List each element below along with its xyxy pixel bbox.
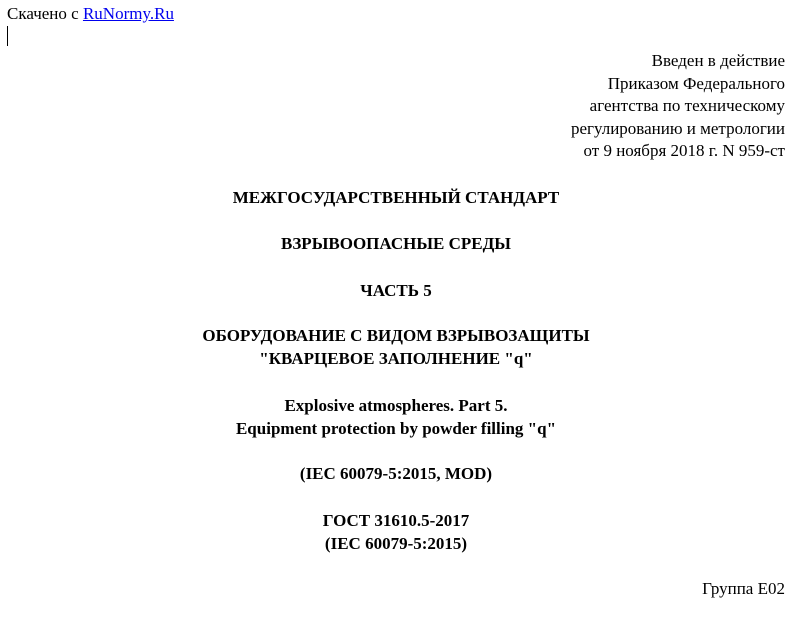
standard-type-heading: МЕЖГОСУДАРСТВЕННЫЙ СТАНДАРТ (232, 188, 560, 207)
english-title (0, 395, 792, 440)
text-cursor (7, 26, 8, 46)
source-prefix: Скачено с (7, 4, 79, 23)
gost-line: (IEC 60079-5:2015) (324, 533, 468, 553)
source-link[interactable]: RuNormy.Ru (82, 4, 174, 23)
subtitle-line: "КВАРЦЕВОЕ ЗАПОЛНЕНИЕ "q" (259, 348, 533, 368)
enactment-line: от 9 ноября 2018 г. N 959-ст (583, 141, 785, 160)
english-title-line: Equipment protection by powder filling "q" (235, 418, 557, 438)
enactment-line: Введен в действие (651, 51, 785, 70)
document-subtitle (0, 325, 792, 370)
enactment-line: агентства по техническому (589, 96, 785, 115)
part-number: ЧАСТЬ 5 (360, 281, 432, 300)
english-title-line: Explosive atmospheres. Part 5. (284, 396, 508, 415)
enactment-note (571, 50, 785, 163)
gost-line: ГОСТ 31610.5-2017 (322, 511, 470, 530)
group-code: Группа Е02 (702, 579, 785, 598)
enactment-line: Приказом Федерального (607, 73, 785, 93)
enactment-line: регулированию и метрологии (570, 118, 785, 138)
source-line (7, 4, 174, 24)
iec-reference: (IEC 60079-5:2015, MOD) (299, 464, 493, 483)
subtitle-line: ОБОРУДОВАНИЕ С ВИДОМ ВЗРЫВОЗАЩИТЫ (202, 326, 590, 345)
gost-designation (0, 510, 792, 555)
document-title: ВЗРЫВООПАСНЫЕ СРЕДЫ (281, 234, 511, 253)
